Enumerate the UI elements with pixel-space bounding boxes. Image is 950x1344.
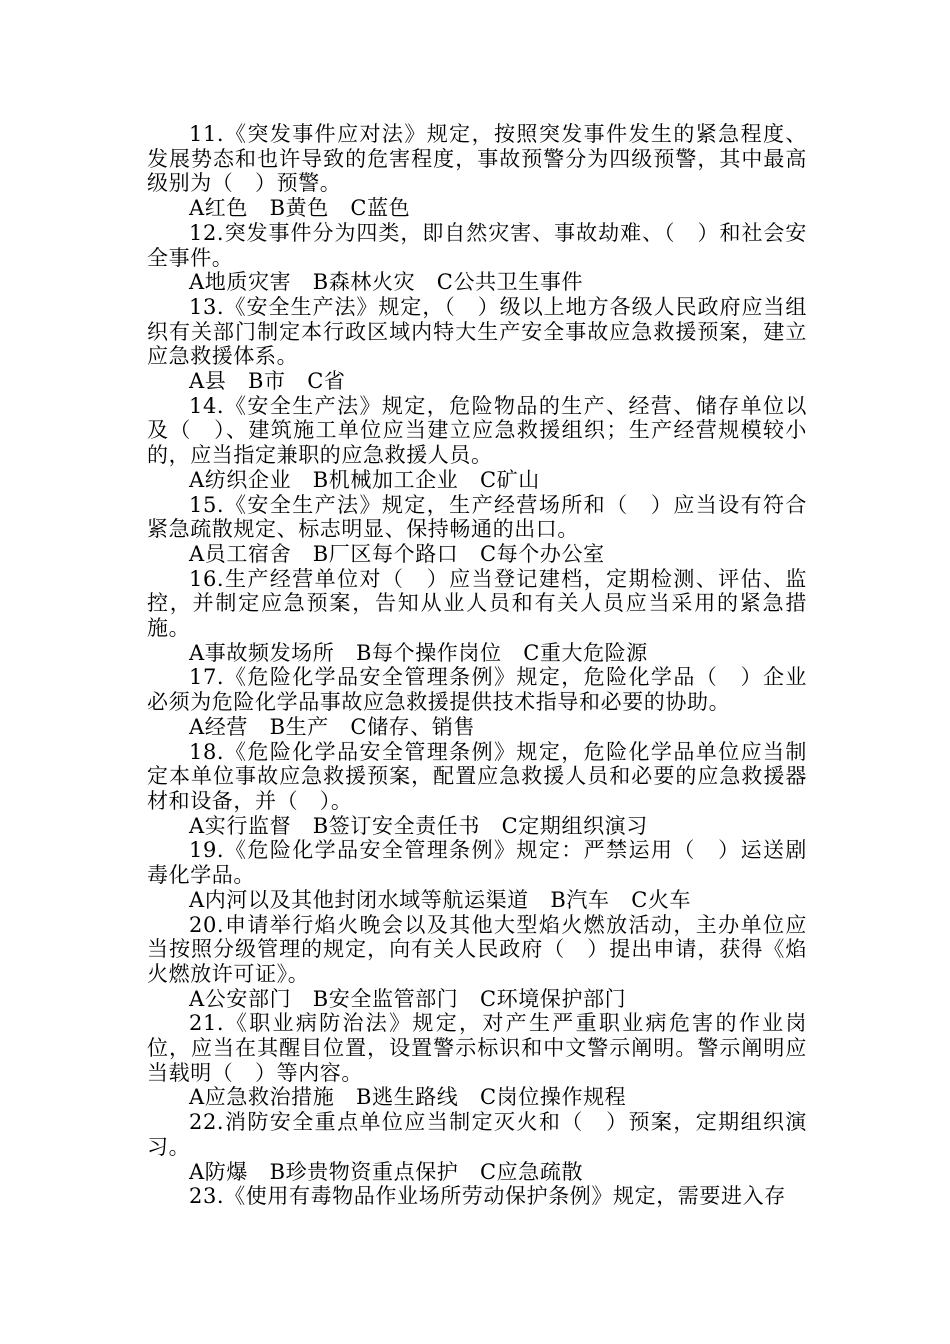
question-22-stem: 22.消防安全重点单位应当制定灭火和（ ）预案，定期组织演习。 bbox=[147, 1110, 807, 1159]
question-17-stem: 17.《危险化学品安全管理条例》规定，危险化学品（ ）企业必须为危险化学品事故应急救援提供技术指导和必要的协助。 bbox=[147, 665, 807, 715]
question-15-stem: 15.《安全生产法》规定，生产经营场所和（ ）应当设有符合紧急疏散规定、标志明显、保持畅通的出口。 bbox=[147, 492, 807, 542]
question-22-options: A防爆 B珍贵物资重点保护 C应急疏散 bbox=[189, 1159, 584, 1184]
question-14-options: A纺织企业 B机械加工企业 C矿山 bbox=[189, 467, 540, 492]
question-list bbox=[147, 122, 807, 1209]
question-16-options: A事故频发场所 B每个操作岗位 C重大危险源 bbox=[189, 640, 648, 665]
question-20-stem: 20.申请举行焰火晚会以及其他大型焰火燃放活动，主办单位应当按照分级管理的规定，向有关人民政府（ ）提出申请，获得《焰火燃放许可证》。 bbox=[147, 912, 807, 986]
question-13-stem: 13.《安全生产法》规定，（ ）级以上地方各级人民政府应当组织有关部门制定本行政区域内特大生产安全事故应急救援预案，建立应急救援体系。 bbox=[147, 294, 807, 369]
question-12-stem: 12.突发事件分为四类，即自然灾害、事故劫难、（ ）和社会安全事件。 bbox=[147, 220, 807, 270]
question-19-stem: 19.《危险化学品安全管理条例》规定：严禁运用（ ）运送剧毒化学品。 bbox=[147, 838, 807, 888]
question-23-stem: 23.《使用有毒物品作业场所劳动保护条例》规定，需要进入存 bbox=[189, 1184, 786, 1209]
question-19-options: A内河以及其他封闭水域等航运渠道 B汽车 C火车 bbox=[189, 887, 692, 912]
question-21-stem: 21.《职业病防治法》规定，对产生严重职业病危害的作业岗位，应当在其醒目位置，设置警示标识和中文警示阐明。警示阐明应当载明（ ）等内容。 bbox=[147, 1011, 807, 1085]
question-14-stem: 14.《安全生产法》规定，危险物品的生产、经营、储存单位以及（ ）、建筑施工单位应当建立应急救援组织；生产经营规模较小的，应当指定兼职的应急救援人员。 bbox=[147, 393, 807, 468]
question-20-options: A公安部门 B安全监管部门 C环境保护部门 bbox=[189, 986, 627, 1011]
question-17-options: A经营 B生产 C储存、销售 bbox=[189, 714, 476, 739]
question-11-options: A红色 B黄色 C蓝色 bbox=[189, 196, 411, 221]
question-21-options: A应急救治措施 B逃生路线 C岗位操作规程 bbox=[189, 1085, 627, 1110]
question-18-stem: 18.《危险化学品安全管理条例》规定，危险化学品单位应当制定本单位事故应急救援预案，配置应急救援人员和必要的应急救援器材和设备，并（ ）。 bbox=[147, 739, 807, 813]
question-18-options: A实行监督 B签订安全责任书 C定期组织演习 bbox=[189, 813, 648, 838]
question-16-stem: 16.生产经营单位对（ ）应当登记建档，定期检测、评估、监控，并制定应急预案，告知从业人员和有关人员应当采用的紧急措施。 bbox=[147, 566, 807, 641]
question-15-options: A员工宿舍 B厂区每个路口 C每个办公室 bbox=[189, 541, 605, 566]
question-12-options: A地质灾害 B森林火灾 C公共卫生事件 bbox=[189, 270, 584, 295]
question-11-stem: 11.《突发事件应对法》规定，按照突发事件发生的紧急程度、发展势态和也许导致的危害程度，事故预警分为四级预警，其中最高级别为（ ）预警。 bbox=[147, 122, 807, 196]
question-13-options: A县 B市 C省 bbox=[189, 369, 346, 394]
